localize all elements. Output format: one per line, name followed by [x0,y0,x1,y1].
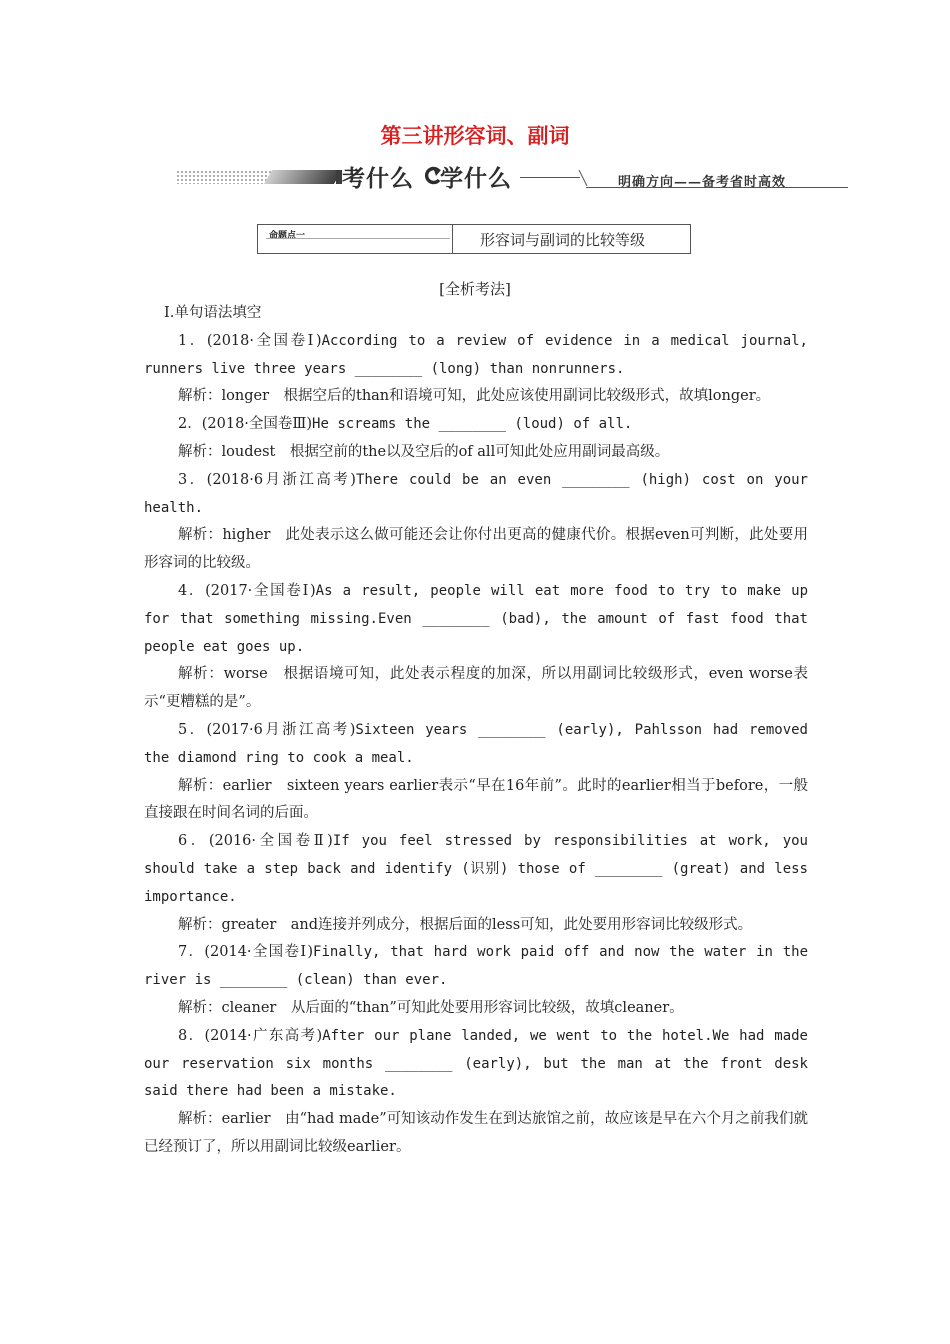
question-text: As a result, people will eat more food to try to make up for that something missing.Even ________ (bad), the amount of fast food that people eat goes up. [144,582,808,655]
question-number: 1． [178,332,207,349]
section-heading: Ⅰ.单句语法填空 [164,305,262,321]
question [144,467,808,523]
question-source: (2018·6月浙江高考) [206,471,356,488]
question-number: 7． [178,944,205,961]
question [144,328,808,384]
question [144,1023,808,1106]
banner-dots [176,170,274,184]
answer-text: higher 此处表示这么做可能还会让你付出更高的健康代价。根据even可判断，此处要用形容词的比较级。 [144,527,808,572]
question-source: (2017·6月浙江高考) [206,721,356,738]
answer [144,383,808,411]
topic-title: 形容词与副词的比较等级 [480,231,646,249]
answer [144,439,808,467]
question-source: (2018·全国卷Ⅲ) [201,416,313,433]
question-source: (2018·全国卷Ⅰ) [206,332,322,349]
answer [144,1106,808,1162]
exercise-content [144,300,808,1162]
question-number: 6． [178,833,209,850]
question-text: Finally, that hard work paid off and now the water in the river is ________ (clean) than ever. [144,944,808,989]
banner-line [520,177,580,178]
cycle-arrow-icon [422,163,444,187]
topic-box [257,224,691,254]
answer-label: 解析： [178,999,222,1016]
answer [144,773,808,829]
answer-text: greater and连接并列成分，根据后面的less可知，此处要用形容词比较级形式。 [221,916,753,933]
answer [144,995,808,1023]
question-number: 2． [178,416,202,433]
exercise-list [144,328,808,1162]
banner-tagline: 明确方向——备考省时高效 [618,175,787,190]
answer [144,912,808,940]
question-number: 4． [178,582,206,599]
question [144,828,808,911]
topic-label-underline [266,238,450,239]
topic-divider [452,225,453,253]
answer-text: earlier sixteen years earlier表示“早在16年前”。此时的earlier相当于before，一般直接跟在时间名词的后面。 [144,777,808,822]
question-source: (2014·全国卷Ⅰ) [204,944,314,961]
question-source: (2017·全国卷Ⅰ) [205,582,316,599]
question-source: (2014·广东高考) [204,1027,323,1044]
question-number: 5． [178,721,207,738]
answer-label: 解析： [178,666,224,683]
answer [144,522,808,578]
question-text: After our plane landed, we went to the hotel.We had made our reservation six months ________ (early), but the man at the front desk said there had been a mistake. [144,1027,808,1100]
answer-label: 解析： [178,388,222,405]
question-text: If you feel stressed by responsibilities at work, you should take a step back and identify (识别) those of ________ (great) and less importance. [144,833,808,905]
question-text: He screams the ________ (loud) of all. [312,416,633,433]
question-source: (2016·全国卷Ⅱ) [208,833,333,850]
topic-label: 命题点一 [269,231,306,241]
banner-right-text: 学什么 [440,166,512,192]
answer-label: 解析： [178,777,223,794]
question [144,717,808,773]
question-number: 8． [178,1027,205,1044]
answer-text: cleaner 从后面的“than”可知此处要用形容词比较级，故填cleaner。 [221,999,684,1016]
banner-bar [264,170,342,184]
answer [144,661,808,717]
question [144,939,808,995]
question-number: 3． [178,471,207,488]
question [144,411,808,439]
answer-label: 解析： [178,916,222,933]
answer-label: 解析： [178,527,223,544]
question [144,578,808,661]
answer-text: earlier 由“had made”可知该动作发生在到达旅馆之前，故应该是早在六个月之前我们就已经预订了，所以用副词比较级earlier。 [144,1111,808,1155]
question-text: Sixteen years ________ (early), Pahlsson had removed the diamond ring to cook a meal. [144,721,808,766]
answer-text: longer 根据空后的than和语境可知，此处应该使用副词比较级形式，故填longer。 [221,388,771,405]
banner-left-text: 考什么 [342,166,414,192]
answer-label: 解析： [178,443,222,460]
question-text: According to a review of evidence in a medical journal, runners live three years ________ (long) than nonrunners. [144,332,808,377]
subheading: [全析考法] [439,280,511,298]
page-title: 第三讲形容词、副词 [380,124,570,148]
question-text: There could be an even ________ (high) cost on your health. [144,471,808,516]
answer-label: 解析： [178,1111,222,1128]
answer-text: loudest 根据空前的the以及空后的of all可知此处应用副词最高级。 [221,443,670,460]
answer-text: worse 根据语境可知，此处表示程度的加深，所以用副词比较级形式，even worse表示“更糟糕的是”。 [144,666,808,711]
section-banner [176,160,848,194]
banner-slash [578,169,588,187]
